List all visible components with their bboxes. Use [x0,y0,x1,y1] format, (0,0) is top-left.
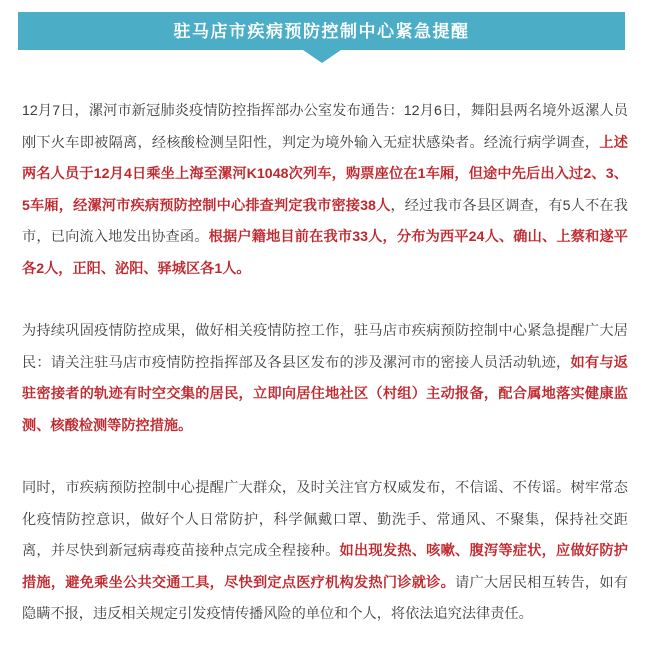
highlighted-text: 如有与返驻密接者的轨迹有时空交集的居民，立即向居住地社区（村组）主动报备，配合属地落实健康监测、核酸检测等防控措施。 [22,354,628,434]
paragraph-2 [22,316,628,442]
triangle-down-icon [303,50,341,63]
body-text: 为持续巩固疫情防控成果，做好相关疫情防控工作，驻马店市疾病预防控制中心紧急提醒广大居民：请关注驻马店市疫情防控指挥部及各县区发布的涉及漯河市的密接人员活动轨迹， [22,323,628,371]
body-text: 12月7日，漯河市新冠肺炎疫情防控指挥部办公室发布通告：12月6日，舞阳县两名境外返漯人员刚下火车即被隔离，经核酸检测呈阳性，判定为境外输入无症状感染者。经流行病学调查， [22,103,628,151]
body-text: ，经过我市各县区调查，有5人不在我市，已向流入地发出协查函。 [22,197,628,245]
body-text: 请广大居民相互转告，如有隐瞒不报，违反相关规定引发疫情传播风险的单位和个人，将依法追究法律责任。 [22,574,628,622]
notice-body [0,96,650,631]
highlighted-text: 如出现发热、咳嗽、腹泻等症状，应做好防护措施，避免乘坐公共交通工具，尽快到定点医疗机构发热门诊就诊。 [22,543,628,591]
header-banner-wrap [18,12,625,50]
highlighted-text: 根据户籍地目前在我市33人，分布为西平24人、确山、上蔡和遂平各2人，正阳、泌阳、驿城区各1人。 [22,229,628,277]
paragraph-3 [22,473,628,631]
paragraph-1 [22,96,628,285]
body-text: 同时，市疾病预防控制中心提醒广大群众，及时关注官方权威发布，不信谣、不传谣。树牢常态化疫情防控意识，做好个人日常防护，科学佩戴口罩、勤洗手、常通风、不聚集，保持社交距离，并尽快到新冠病毒疫苗接种点完成全程接种。 [22,480,628,559]
page-title: 驻马店市疾病预防控制中心紧急提醒 [173,21,470,41]
notice-page [0,12,650,653]
header-banner [18,12,625,50]
highlighted-text: 上述两名人员于12月4日乘坐上海至漯河K1048次列车，购票座位在1车厢，但途中先后出入过2、3、5车厢，经漯河市疾病预防控制中心排查判定我市密接38人 [22,134,628,214]
